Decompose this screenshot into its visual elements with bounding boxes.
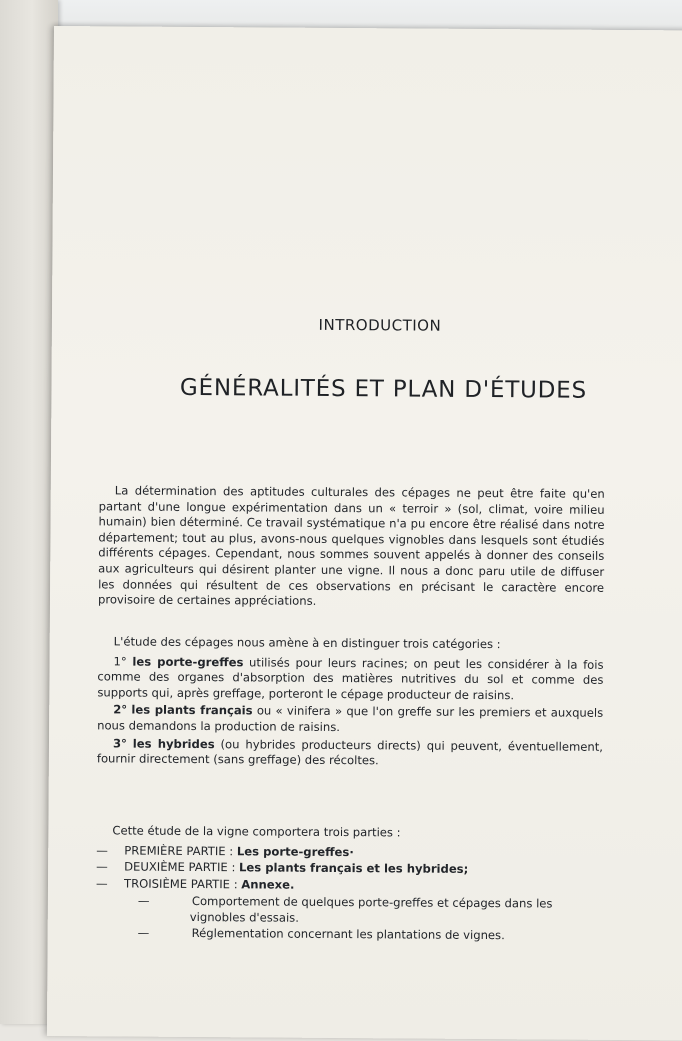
category-text: utilisés pour leurs racines; on peut les considérer à la fois comme des organes d'absorption des matières nutritives du sol et comme des supports qui, après greffage, porteront le cépage producteur de raisins. bbox=[97, 654, 604, 703]
annex-text: Comportement de quelques porte-greffes et cépages dans les vignobles d'essais. bbox=[189, 894, 553, 925]
part-label: PREMIÈRE PARTIE : bbox=[124, 843, 237, 858]
part-label: DEUXIÈME PARTIE : bbox=[124, 859, 240, 875]
part-value: Annexe. bbox=[241, 877, 295, 892]
category-number: 2° bbox=[113, 702, 128, 717]
category-number: 3° bbox=[112, 735, 127, 751]
category-number: 1° bbox=[113, 654, 127, 669]
categories-section bbox=[97, 634, 604, 772]
part-label: TROISIÈME PARTIE : bbox=[123, 876, 242, 892]
page-title: GÉNÉRALITÉS ET PLAN D'ÉTUDES bbox=[179, 374, 588, 404]
section-label: INTRODUCTION bbox=[318, 315, 442, 335]
category-text: ou « vinifera » que l'on greffe sur les premiers et auxquels nous demandons la production de raisins. bbox=[97, 703, 604, 734]
dash: — bbox=[137, 893, 150, 909]
paragraph-2: L'étude des cépages nous amène à en distinguer trois catégories : bbox=[113, 634, 501, 652]
paragraph-1: La détermination des aptitudes culturales des cépages ne peut être faite qu'en partant d'une longue expérimentation dans un « terroir » (sol, climat, voire milieu humain) bien déterminé. Ce travail systématique n'a pu encore être réalisé dans notre département; tout au plus, avons-nous quelques vignobles dans lesquels sont étudiés différents cépages. Cependant, nous sommes souvent appelés à donner des conseils aux agriculteurs qui désirent planter une vigne. Il nous a donc paru utile de diffuser les données qui résultent de ces observations en précisant le caractère encore provisoire de certaines appréciations. bbox=[97, 483, 605, 609]
category-term: les hybrides bbox=[132, 736, 215, 751]
part-value: Les porte-greffes· bbox=[236, 843, 354, 859]
annex-item bbox=[137, 925, 602, 944]
book-page bbox=[47, 26, 682, 1040]
intro-paragraph bbox=[98, 483, 605, 611]
annex-text: Réglementation concernant les plantations de vignes. bbox=[191, 925, 505, 942]
annex-item bbox=[137, 893, 602, 928]
dash: — bbox=[96, 859, 108, 874]
category-item bbox=[97, 703, 603, 738]
category-text: (ou hybrides producteurs directs) qui peuvent, éventuellement, fournir directement (sans greffage) des récoltes. bbox=[96, 736, 604, 768]
plan-intro: Cette étude de la vigne comportera trois parties : bbox=[112, 823, 401, 840]
dash: — bbox=[96, 842, 108, 857]
part-value: Les plants français et les hybrides; bbox=[239, 860, 469, 877]
plan-section bbox=[96, 823, 603, 944]
category-item bbox=[97, 736, 603, 771]
plan-part bbox=[96, 876, 602, 895]
category-term: les plants français bbox=[131, 702, 253, 718]
dash: — bbox=[137, 925, 150, 940]
dash: — bbox=[95, 876, 108, 891]
category-term: les porte-greffes bbox=[132, 654, 244, 669]
category-item bbox=[97, 654, 603, 704]
